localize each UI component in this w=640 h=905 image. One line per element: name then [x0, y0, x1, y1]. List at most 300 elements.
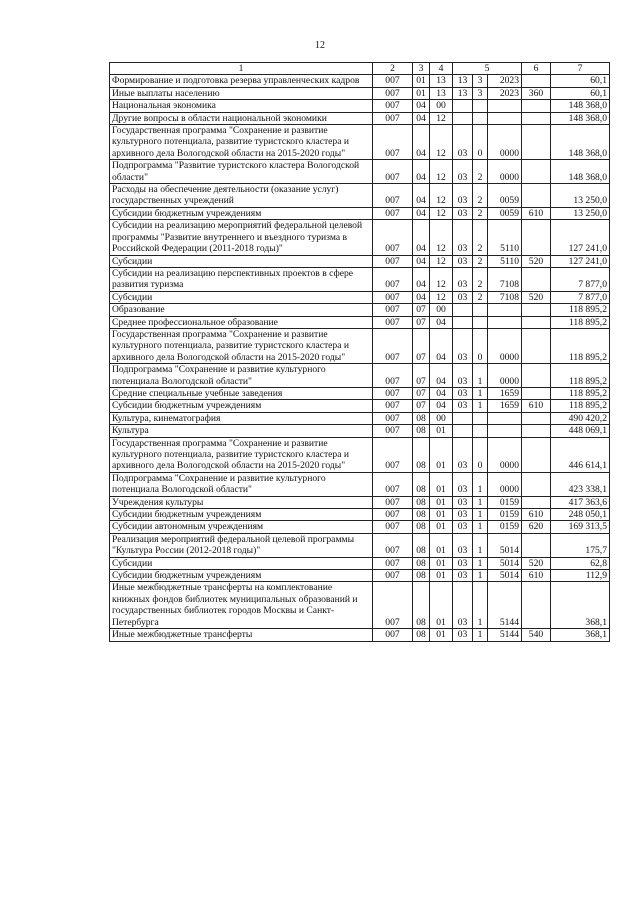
- row-subsection-code: 00: [430, 412, 453, 424]
- row-name: Субсидии бюджетным учреждениям: [110, 400, 373, 412]
- row-expense-type-code: [522, 160, 551, 184]
- row-item-code: 0159: [488, 496, 522, 508]
- row-amount: 175,7: [551, 533, 610, 557]
- row-gp-code: 007: [373, 412, 413, 424]
- row-subprogram-code: 1: [473, 521, 488, 533]
- row-section-code: 07: [413, 364, 430, 388]
- table-row: [110, 472, 610, 496]
- row-amount: 368,1: [551, 582, 610, 629]
- row-item-code: 0000: [488, 328, 522, 363]
- row-program-code: 03: [453, 570, 473, 582]
- row-subprogram-code: 1: [473, 472, 488, 496]
- row-name: Образование: [110, 304, 373, 316]
- row-program-code: 03: [453, 472, 473, 496]
- table-row: [110, 328, 610, 363]
- row-gp-code: 007: [373, 400, 413, 412]
- table-row: [110, 291, 610, 303]
- row-gp-code: 007: [373, 125, 413, 160]
- page-number: 12: [315, 40, 325, 51]
- row-gp-code: 007: [373, 100, 413, 112]
- header-cell-7: 7: [551, 63, 610, 75]
- row-program-code: 03: [453, 267, 473, 291]
- row-subprogram-code: 1: [473, 629, 488, 641]
- row-program-code: [453, 316, 473, 328]
- row-gp-code: 007: [373, 207, 413, 219]
- header-cell-5: 5: [453, 63, 522, 75]
- row-name: Субсидии бюджетным учреждениям: [110, 509, 373, 521]
- row-expense-type-code: 620: [522, 521, 551, 533]
- row-section-code: 07: [413, 400, 430, 412]
- row-subsection-code: 13: [430, 75, 453, 87]
- row-subprogram-code: 0: [473, 328, 488, 363]
- row-section-code: 01: [413, 75, 430, 87]
- row-name: Иные межбюджетные трансферты на комплектование книжных фондов библиотек муниципальных образований и государственных библиотек городов Москвы и Санкт-Петербурга: [110, 582, 373, 629]
- row-section-code: 08: [413, 582, 430, 629]
- row-gp-code: 007: [373, 328, 413, 363]
- row-section-code: 08: [413, 629, 430, 641]
- row-program-code: 03: [453, 255, 473, 267]
- row-expense-type-code: 520: [522, 291, 551, 303]
- row-subsection-code: 01: [430, 496, 453, 508]
- row-amount: 62,8: [551, 557, 610, 569]
- table-row: [110, 184, 610, 208]
- row-expense-type-code: 540: [522, 629, 551, 641]
- row-item-code: 0059: [488, 184, 522, 208]
- row-subsection-code: 01: [430, 557, 453, 569]
- row-subsection-code: 12: [430, 220, 453, 255]
- row-section-code: 08: [413, 496, 430, 508]
- row-name: Реализация мероприятий федеральной целевой программы "Культура России (2012-2018 годы)": [110, 533, 373, 557]
- row-gp-code: 007: [373, 582, 413, 629]
- row-subprogram-code: 2: [473, 160, 488, 184]
- row-program-code: [453, 412, 473, 424]
- row-item-code: [488, 316, 522, 328]
- row-amount: 148 368,0: [551, 125, 610, 160]
- row-subsection-code: 12: [430, 125, 453, 160]
- row-gp-code: 007: [373, 220, 413, 255]
- row-section-code: 08: [413, 412, 430, 424]
- row-subsection-code: 12: [430, 207, 453, 219]
- table-row: [110, 437, 610, 472]
- row-expense-type-code: [522, 582, 551, 629]
- row-item-code: 5144: [488, 629, 522, 641]
- row-program-code: 03: [453, 557, 473, 569]
- row-program-code: 03: [453, 207, 473, 219]
- row-name: Расходы на обеспечение деятельности (оказание услуг) государственных учреждений: [110, 184, 373, 208]
- row-subprogram-code: [473, 100, 488, 112]
- row-program-code: 03: [453, 125, 473, 160]
- row-section-code: 08: [413, 533, 430, 557]
- row-gp-code: 007: [373, 437, 413, 472]
- row-item-code: 5014: [488, 557, 522, 569]
- table-row: [110, 629, 610, 641]
- row-subprogram-code: 0: [473, 437, 488, 472]
- row-subprogram-code: 1: [473, 364, 488, 388]
- row-name: Среднее профессиональное образование: [110, 316, 373, 328]
- row-expense-type-code: [522, 412, 551, 424]
- row-subsection-code: 12: [430, 291, 453, 303]
- row-expense-type-code: [522, 328, 551, 363]
- row-section-code: 04: [413, 255, 430, 267]
- row-subprogram-code: 1: [473, 533, 488, 557]
- row-section-code: 07: [413, 387, 430, 399]
- row-gp-code: 007: [373, 364, 413, 388]
- row-program-code: 03: [453, 184, 473, 208]
- table-row: [110, 267, 610, 291]
- table-row: [110, 160, 610, 184]
- row-name: Субсидии бюджетным учреждениям: [110, 207, 373, 219]
- row-subprogram-code: 1: [473, 387, 488, 399]
- row-gp-code: 007: [373, 557, 413, 569]
- row-section-code: 08: [413, 425, 430, 437]
- row-subprogram-code: 2: [473, 291, 488, 303]
- row-item-code: 1659: [488, 387, 522, 399]
- row-subsection-code: 13: [430, 87, 453, 99]
- row-subprogram-code: 1: [473, 570, 488, 582]
- row-gp-code: 007: [373, 509, 413, 521]
- row-amount: 118 895,2: [551, 400, 610, 412]
- row-section-code: 04: [413, 184, 430, 208]
- row-subprogram-code: 1: [473, 557, 488, 569]
- row-amount: 112,9: [551, 570, 610, 582]
- row-subprogram-code: 1: [473, 509, 488, 521]
- row-item-code: 5144: [488, 582, 522, 629]
- row-subsection-code: 01: [430, 509, 453, 521]
- row-subprogram-code: 0: [473, 125, 488, 160]
- row-name: Национальная экономика: [110, 100, 373, 112]
- row-amount: 13 250,0: [551, 207, 610, 219]
- row-amount: 60,1: [551, 87, 610, 99]
- table-row: [110, 509, 610, 521]
- row-expense-type-code: [522, 316, 551, 328]
- header-cell-1: 1: [110, 63, 373, 75]
- table-row: [110, 496, 610, 508]
- row-subsection-code: 00: [430, 304, 453, 316]
- row-program-code: 03: [453, 364, 473, 388]
- row-amount: 423 338,1: [551, 472, 610, 496]
- row-subsection-code: 12: [430, 160, 453, 184]
- row-amount: 118 895,2: [551, 364, 610, 388]
- row-expense-type-code: 520: [522, 255, 551, 267]
- row-gp-code: 007: [373, 184, 413, 208]
- row-expense-type-code: [522, 304, 551, 316]
- row-name: Другие вопросы в области национальной экономики: [110, 112, 373, 124]
- table-row: [110, 87, 610, 99]
- row-name: Субсидии на реализацию мероприятий федеральной целевой программы "Развитие внутреннего и въездного туризма в Российской Федерации (2011-2018 годы)": [110, 220, 373, 255]
- row-subsection-code: 01: [430, 533, 453, 557]
- row-subprogram-code: 2: [473, 220, 488, 255]
- row-section-code: 08: [413, 472, 430, 496]
- row-amount: 148 368,0: [551, 112, 610, 124]
- row-amount: 248 050,1: [551, 509, 610, 521]
- row-gp-code: 007: [373, 304, 413, 316]
- row-gp-code: 007: [373, 267, 413, 291]
- row-gp-code: 007: [373, 291, 413, 303]
- row-item-code: 7108: [488, 267, 522, 291]
- row-amount: 7 877,0: [551, 291, 610, 303]
- row-amount: 148 368,0: [551, 100, 610, 112]
- row-name: Государственная программа "Сохранение и развитие культурного потенциала, развитие туристского кластера и архивного дела Вологодской области на 2015-2020 годы": [110, 437, 373, 472]
- row-name: Формирование и подготовка резерва управленческих кадров: [110, 75, 373, 87]
- row-program-code: 03: [453, 387, 473, 399]
- row-item-code: 5110: [488, 220, 522, 255]
- row-gp-code: 007: [373, 496, 413, 508]
- row-expense-type-code: [522, 267, 551, 291]
- row-amount: 169 313,5: [551, 521, 610, 533]
- row-section-code: 04: [413, 100, 430, 112]
- row-amount: 127 241,0: [551, 220, 610, 255]
- row-section-code: 01: [413, 87, 430, 99]
- row-gp-code: 007: [373, 570, 413, 582]
- row-expense-type-code: [522, 425, 551, 437]
- row-item-code: [488, 100, 522, 112]
- row-expense-type-code: 610: [522, 400, 551, 412]
- row-expense-type-code: [522, 220, 551, 255]
- table-row: [110, 75, 610, 87]
- row-expense-type-code: 610: [522, 207, 551, 219]
- row-item-code: 0000: [488, 125, 522, 160]
- row-item-code: 0159: [488, 521, 522, 533]
- row-subprogram-code: 3: [473, 75, 488, 87]
- row-item-code: [488, 112, 522, 124]
- row-name: Иные выплаты населению: [110, 87, 373, 99]
- row-gp-code: 007: [373, 521, 413, 533]
- row-program-code: 03: [453, 220, 473, 255]
- row-section-code: 04: [413, 160, 430, 184]
- row-section-code: 07: [413, 304, 430, 316]
- table-row: [110, 112, 610, 124]
- row-program-code: 13: [453, 75, 473, 87]
- table-row: [110, 100, 610, 112]
- row-expense-type-code: [522, 184, 551, 208]
- table-row: [110, 316, 610, 328]
- row-program-code: 03: [453, 160, 473, 184]
- row-subsection-code: 01: [430, 425, 453, 437]
- row-name: Подпрограмма "Сохранение и развитие культурного потенциала Вологодской области": [110, 364, 373, 388]
- row-program-code: 03: [453, 437, 473, 472]
- row-subsection-code: 04: [430, 400, 453, 412]
- row-subsection-code: 01: [430, 521, 453, 533]
- row-section-code: 04: [413, 220, 430, 255]
- row-section-code: 08: [413, 437, 430, 472]
- row-program-code: 03: [453, 291, 473, 303]
- row-gp-code: 007: [373, 472, 413, 496]
- row-item-code: 0000: [488, 160, 522, 184]
- table-row: [110, 125, 610, 160]
- row-name: Средние специальные учебные заведения: [110, 387, 373, 399]
- row-program-code: 03: [453, 582, 473, 629]
- table-body: [110, 75, 610, 641]
- row-program-code: [453, 304, 473, 316]
- row-expense-type-code: 610: [522, 570, 551, 582]
- row-expense-type-code: 520: [522, 557, 551, 569]
- row-subsection-code: 01: [430, 437, 453, 472]
- table-row: [110, 521, 610, 533]
- row-name: Государственная программа "Сохранение и развитие культурного потенциала, развитие туристского кластера и архивного дела Вологодской области на 2015-2020 годы": [110, 328, 373, 363]
- row-program-code: 03: [453, 328, 473, 363]
- row-expense-type-code: [522, 364, 551, 388]
- row-expense-type-code: 610: [522, 509, 551, 521]
- row-name: Субсидии бюджетным учреждениям: [110, 570, 373, 582]
- row-name: Культура, кинематография: [110, 412, 373, 424]
- row-subsection-code: 01: [430, 582, 453, 629]
- row-subprogram-code: 1: [473, 496, 488, 508]
- row-expense-type-code: [522, 112, 551, 124]
- row-name: Иные межбюджетные трансферты: [110, 629, 373, 641]
- row-item-code: [488, 304, 522, 316]
- row-expense-type-code: [522, 472, 551, 496]
- row-subsection-code: 01: [430, 629, 453, 641]
- row-subsection-code: 04: [430, 364, 453, 388]
- row-name: Субсидии автономным учреждениям: [110, 521, 373, 533]
- row-program-code: 03: [453, 509, 473, 521]
- row-subprogram-code: [473, 112, 488, 124]
- row-amount: 118 895,2: [551, 316, 610, 328]
- row-amount: 118 895,2: [551, 328, 610, 363]
- table-row: [110, 400, 610, 412]
- row-subsection-code: 01: [430, 570, 453, 582]
- row-subprogram-code: 3: [473, 87, 488, 99]
- row-name: Субсидии на реализацию перспективных проектов в сфере развития туризма: [110, 267, 373, 291]
- row-name: Субсидии: [110, 291, 373, 303]
- header-cell-4: 4: [430, 63, 453, 75]
- row-expense-type-code: [522, 125, 551, 160]
- row-name: Подпрограмма "Сохранение и развитие культурного потенциала Вологодской области": [110, 472, 373, 496]
- row-section-code: 07: [413, 328, 430, 363]
- row-amount: 13 250,0: [551, 184, 610, 208]
- row-subsection-code: 00: [430, 100, 453, 112]
- table-row: [110, 557, 610, 569]
- row-item-code: 0059: [488, 207, 522, 219]
- row-expense-type-code: [522, 533, 551, 557]
- row-expense-type-code: [522, 75, 551, 87]
- header-cell-2: 2: [373, 63, 413, 75]
- row-subprogram-code: [473, 425, 488, 437]
- row-gp-code: 007: [373, 255, 413, 267]
- row-section-code: 04: [413, 267, 430, 291]
- row-item-code: 7108: [488, 291, 522, 303]
- row-item-code: 0000: [488, 437, 522, 472]
- row-name: Субсидии: [110, 557, 373, 569]
- header-cell-6: 6: [522, 63, 551, 75]
- header-row: [110, 63, 610, 75]
- row-name: Государственная программа "Сохранение и развитие культурного потенциала, развитие туристского кластера и архивного дела Вологодской области на 2015-2020 годы": [110, 125, 373, 160]
- row-subsection-code: 04: [430, 316, 453, 328]
- row-subprogram-code: [473, 412, 488, 424]
- row-section-code: 08: [413, 557, 430, 569]
- table-row: [110, 387, 610, 399]
- row-section-code: 04: [413, 125, 430, 160]
- table-row: [110, 364, 610, 388]
- row-item-code: 5110: [488, 255, 522, 267]
- row-amount: 118 895,2: [551, 304, 610, 316]
- row-subsection-code: 04: [430, 328, 453, 363]
- table-row: [110, 255, 610, 267]
- row-item-code: 0000: [488, 472, 522, 496]
- row-amount: 60,1: [551, 75, 610, 87]
- row-item-code: 5014: [488, 533, 522, 557]
- row-item-code: 0159: [488, 509, 522, 521]
- row-subprogram-code: 2: [473, 267, 488, 291]
- row-program-code: 03: [453, 629, 473, 641]
- row-amount: 448 069,1: [551, 425, 610, 437]
- row-expense-type-code: [522, 100, 551, 112]
- row-subsection-code: 12: [430, 112, 453, 124]
- row-section-code: 04: [413, 112, 430, 124]
- row-program-code: 03: [453, 521, 473, 533]
- header-cell-3: 3: [413, 63, 430, 75]
- row-amount: 148 368,0: [551, 160, 610, 184]
- table-row: [110, 220, 610, 255]
- row-name: Учреждения культуры: [110, 496, 373, 508]
- row-gp-code: 007: [373, 533, 413, 557]
- row-program-code: [453, 112, 473, 124]
- row-item-code: [488, 425, 522, 437]
- row-name: Культура: [110, 425, 373, 437]
- row-program-code: 13: [453, 87, 473, 99]
- row-subprogram-code: 2: [473, 207, 488, 219]
- row-amount: 7 877,0: [551, 267, 610, 291]
- row-program-code: [453, 425, 473, 437]
- row-gp-code: 007: [373, 316, 413, 328]
- row-gp-code: 007: [373, 160, 413, 184]
- row-subsection-code: 12: [430, 267, 453, 291]
- row-name: Субсидии: [110, 255, 373, 267]
- row-section-code: 04: [413, 291, 430, 303]
- row-item-code: 1659: [488, 400, 522, 412]
- row-section-code: 08: [413, 570, 430, 582]
- row-amount: 127 241,0: [551, 255, 610, 267]
- row-subprogram-code: 1: [473, 582, 488, 629]
- row-subsection-code: 01: [430, 472, 453, 496]
- row-expense-type-code: [522, 387, 551, 399]
- row-subsection-code: 12: [430, 255, 453, 267]
- row-amount: 368,1: [551, 629, 610, 641]
- table-row: [110, 582, 610, 629]
- row-program-code: [453, 100, 473, 112]
- row-section-code: 08: [413, 521, 430, 533]
- row-program-code: 03: [453, 533, 473, 557]
- row-item-code: [488, 412, 522, 424]
- row-gp-code: 007: [373, 425, 413, 437]
- row-subprogram-code: 2: [473, 184, 488, 208]
- row-section-code: 08: [413, 509, 430, 521]
- row-subprogram-code: [473, 304, 488, 316]
- row-subsection-code: 04: [430, 387, 453, 399]
- row-gp-code: 007: [373, 75, 413, 87]
- row-amount: 490 420,2: [551, 412, 610, 424]
- row-gp-code: 007: [373, 387, 413, 399]
- row-gp-code: 007: [373, 87, 413, 99]
- row-item-code: 2023: [488, 75, 522, 87]
- row-expense-type-code: [522, 496, 551, 508]
- row-expense-type-code: 360: [522, 87, 551, 99]
- row-section-code: 07: [413, 316, 430, 328]
- row-item-code: 2023: [488, 87, 522, 99]
- row-expense-type-code: [522, 437, 551, 472]
- row-subprogram-code: [473, 316, 488, 328]
- row-subsection-code: 12: [430, 184, 453, 208]
- row-name: Подпрограмма "Развитие туристского кластера Вологодской области": [110, 160, 373, 184]
- table-row: [110, 533, 610, 557]
- row-program-code: 03: [453, 400, 473, 412]
- row-program-code: 03: [453, 496, 473, 508]
- table-row: [110, 425, 610, 437]
- row-gp-code: 007: [373, 629, 413, 641]
- budget-table: [109, 62, 610, 642]
- row-subprogram-code: 1: [473, 400, 488, 412]
- row-item-code: 5014: [488, 570, 522, 582]
